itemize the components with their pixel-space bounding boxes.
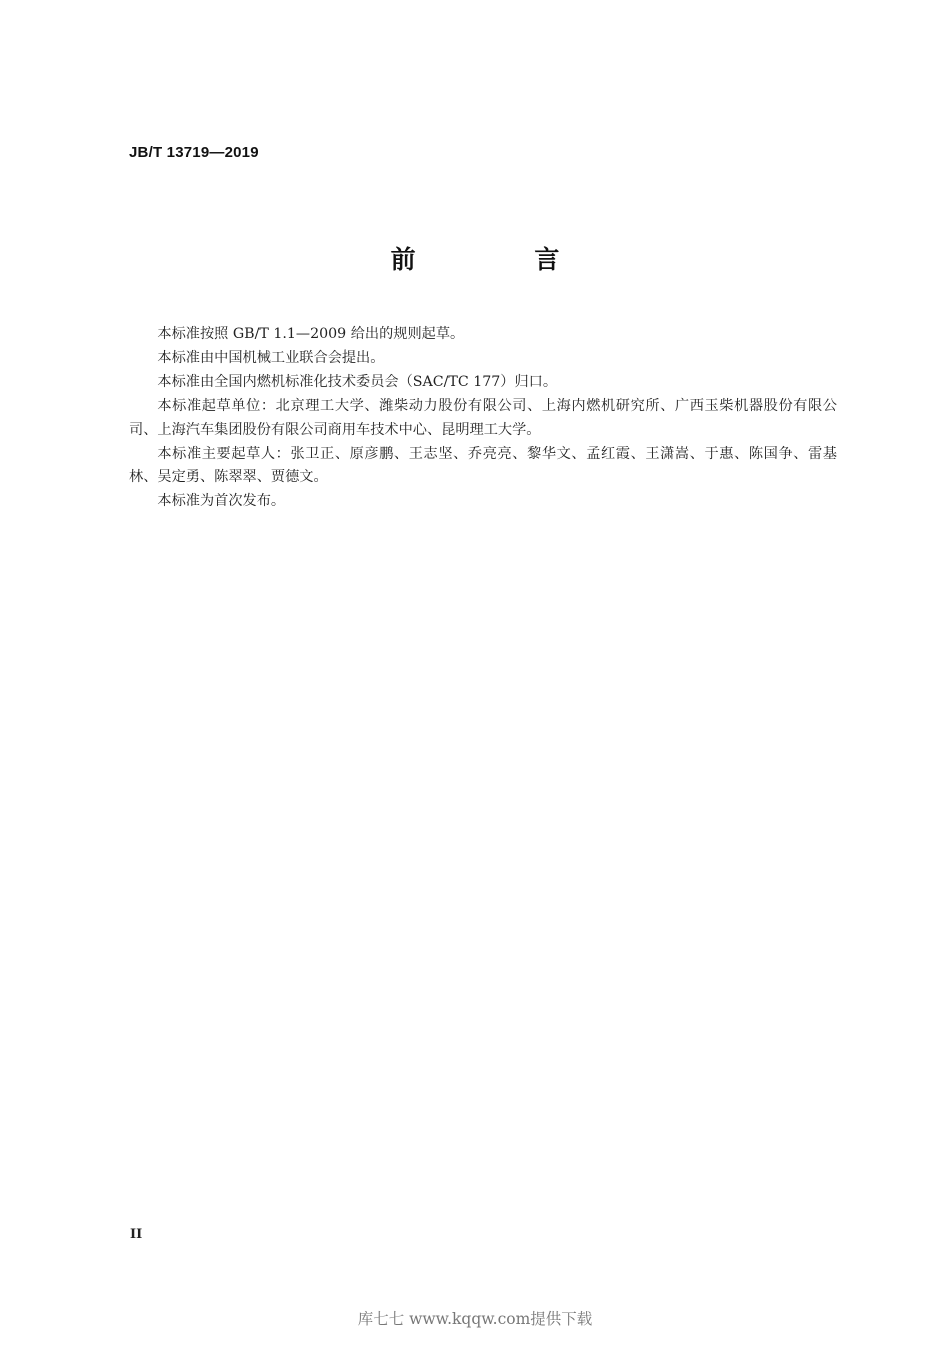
foreword-body (129, 323, 837, 514)
paragraph-committee: 本标准由全国内燃机标准化技术委员会（SAC/TC 177）归口。 (157, 373, 558, 390)
standard-code: JB/T 13719—2019 (129, 144, 259, 161)
paragraph-drafting-units: 本标准起草单位：北京理工大学、潍柴动力股份有限公司、上海内燃机研究所、广西玉柴机器股份有限公司、上海汽车集团股份有限公司商用车技术中心、昆明理工大学。 (129, 397, 837, 438)
paragraph-proposer: 本标准由中国机械工业联合会提出。 (157, 349, 385, 366)
watermark-text: 库七七 www.kqqw.com提供下载 (357, 1310, 593, 1328)
paragraph-first-release: 本标准为首次发布。 (157, 493, 286, 510)
page-number: II (130, 1227, 143, 1242)
paragraph-drafters: 本标准主要起草人：张卫正、原彦鹏、王志坚、乔亮亮、黎华文、孟红霞、王潇嵩、于惠、陈国争、雷基林、吴定勇、陈翠翠、贾德文。 (129, 445, 837, 486)
paragraph-drafting-rules: 本标准按照 GB/T 1.1—2009 给出的规则起草。 (157, 326, 465, 342)
section-title: 前 言 (390, 245, 615, 274)
